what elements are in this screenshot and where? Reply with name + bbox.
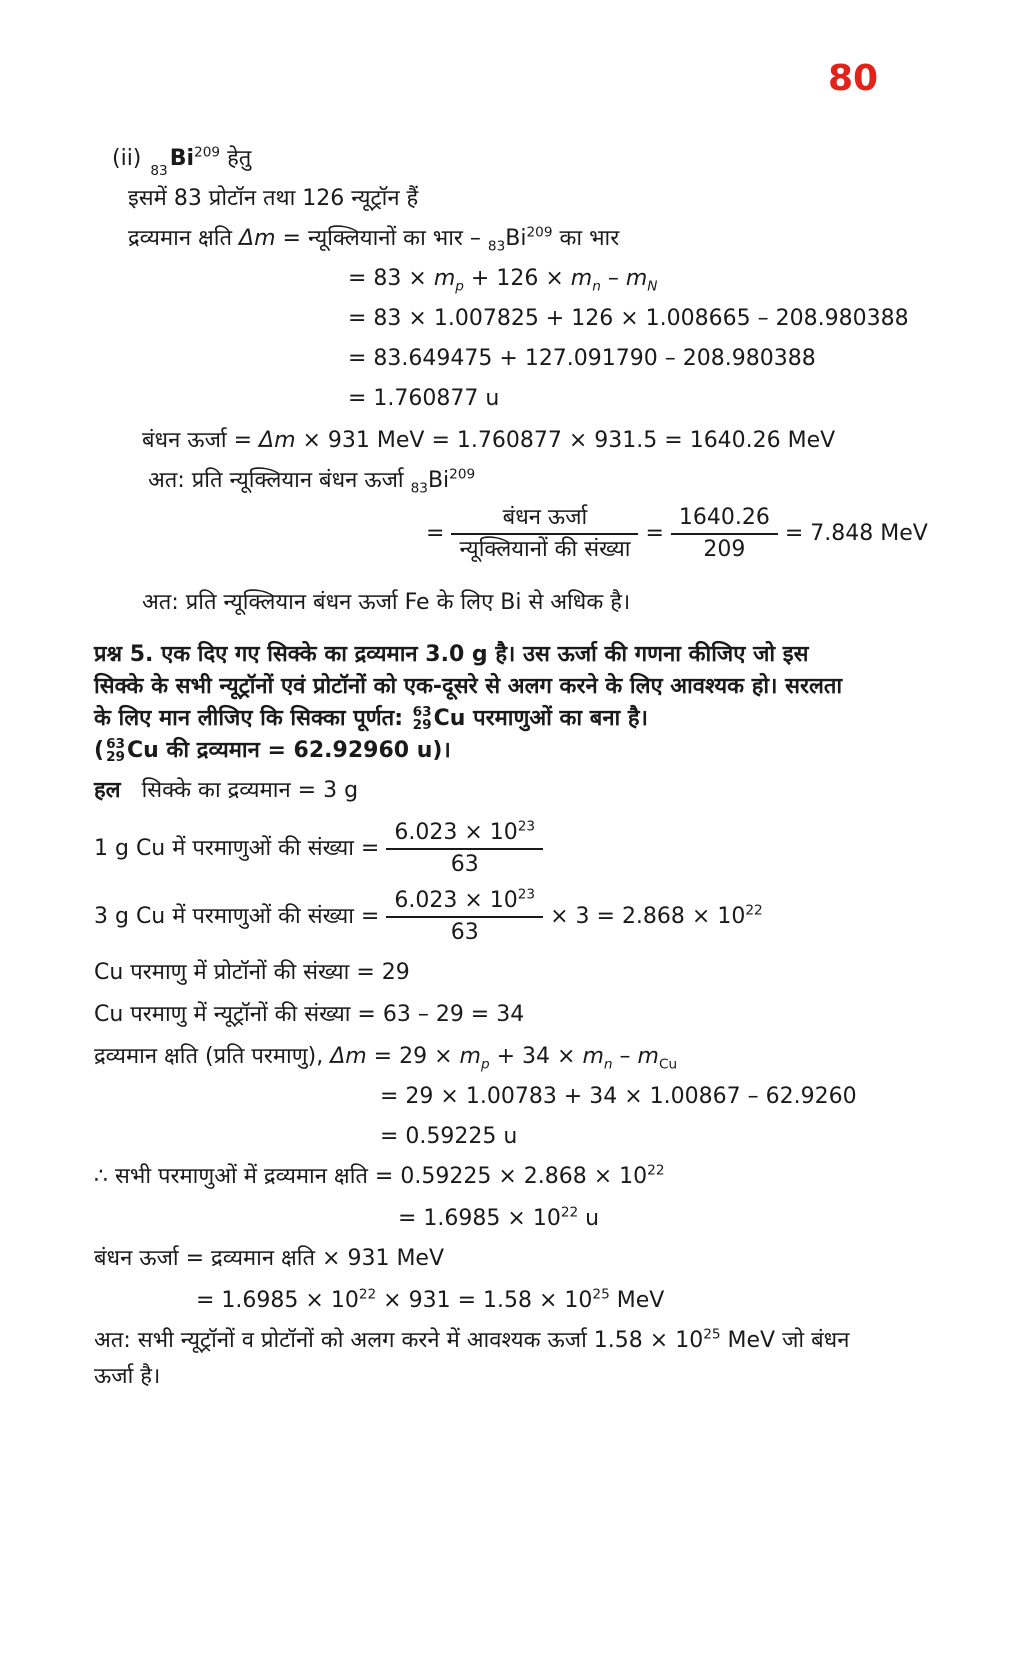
final-answer-line2: ऊर्जा है। — [94, 1364, 161, 1389]
page-number: 80 — [828, 58, 879, 99]
question-5-line1: प्रश्न 5. एक दिए गए सिक्के का द्रव्यमान 3.0 g है। उस ऊर्जा की गणना कीजिए जो इस — [94, 642, 809, 667]
mass-defect-result: = 1.760877 u — [348, 386, 500, 411]
bi-z: 83 — [150, 163, 168, 179]
question-5-line3: के लिए मान लीजिए कि सिक्का पूर्णत: 63 29 Cu परमाणुओं का बना है। — [94, 704, 648, 733]
total-mass-defect: ∴ सभी परमाणुओं में द्रव्यमान क्षति = $0.59225 \times 2.868 \times 10^{22}$ — [94, 1162, 665, 1189]
mass-defect-per-atom-result: = 0.59225 u — [380, 1124, 518, 1149]
fraction-values: $\frac{1640.26}{209}$ — [671, 505, 778, 564]
composition: इसमें 83 प्रोटॉन तथा 126 न्यूट्रॉन हैं — [128, 186, 419, 211]
mass-defect-per-atom: द्रव्यमान क्षति (प्रति परमाणु), $\Delta m = 29 \times m_p + 34 \times m_n - m_{Cu}$ — [94, 1044, 678, 1073]
binding-energy-formula: बंधन ऊर्जा = द्रव्यमान क्षति × 931 MeV — [94, 1246, 445, 1271]
question-5-line4: ( 63 29 Cu की द्रव्यमान = 62.92960 u)। — [94, 736, 451, 765]
per-nucleon-fraction: = $\frac{\text{बंधन ऊर्जा}}{\text{न्यूक्लियानों की संख्या}}$ = $\frac{1640.26}{209}$ = 7.848 MeV — [426, 505, 928, 563]
mass-defect-formula: = $83 \times m_p + 126 \times m_n - m_N$ — [348, 266, 658, 295]
mass-defect-per-atom-step2: = 29 × 1.00783 + 34 × 1.00867 – 62.9260 — [380, 1084, 857, 1109]
atoms-in-1g: 1 g Cu में परमाणुओं की संख्या = $\frac{6.023 \times 10^{23}}{63}$ — [94, 820, 543, 879]
mass-defect-def: द्रव्यमान क्षति Δm = न्यूक्लियानों का भार – $_{83}Bi^{209}$ का भार — [128, 224, 620, 255]
binding-energy-value: = $1.6985 \times 10^{22} \times 931 = 1.58 \times 10^{25}$ MeV — [196, 1286, 665, 1313]
total-mass-defect-result: = $1.6985 \times 10^{22}$ u — [398, 1204, 600, 1231]
neutrons-count: Cu परमाणु में न्यूट्रॉनों की संख्या = 63 – 29 = 34 — [94, 1002, 525, 1027]
mass-defect-step2: = 83 × 1.007825 + 126 × 1.008665 – 208.980388 — [348, 306, 909, 331]
question-5-line2: सिक्के के सभी न्यूट्रॉनों एवं प्रोटॉनों को एक-दूसरे से अलग करने के लिए आवश्यक हो। सरलता — [94, 674, 843, 699]
part-ii-conclusion: अत: प्रति न्यूक्लियान बंधन ऊर्जा Fe के लिए Bi से अधिक है। — [142, 590, 631, 615]
atoms-in-3g: 3 g Cu में परमाणुओं की संख्या = $\frac{6.023 \times 10^{23}}{63}$ × $3 = 2.868 \times 10^{22}$ — [94, 886, 763, 946]
final-answer-line1: अत: सभी न्यूट्रॉनों व प्रोटॉनों को अलग करने में आवश्यक ऊर्जा $1.58 \times 10^{25}$ MeV जो बंधन — [94, 1326, 850, 1353]
part-ii-heading: (ii) 83 Bi$^{209}$ हेतु — [112, 144, 252, 179]
per-nucleon-label: अत: प्रति न्यूक्लियान बंधन ऊर्जा $_{83}Bi^{209}$ — [148, 466, 476, 497]
solution-heading: हल सिक्के का द्रव्यमान = 3 g — [94, 778, 359, 803]
binding-energy-line: बंधन ऊर्जा = Δm × 931 MeV = 1.760877 × 931.5 = 1640.26 MeV — [142, 428, 836, 453]
protons-count: Cu परमाणु में प्रोटॉनों की संख्या = 29 — [94, 960, 410, 985]
fraction-words: $\frac{\text{बंधन ऊर्जा}}{\text{न्यूक्लियानों की संख्या}}$ — [451, 505, 638, 564]
mass-defect-step3: = 83.649475 + 127.091790 – 208.980388 — [348, 346, 816, 371]
